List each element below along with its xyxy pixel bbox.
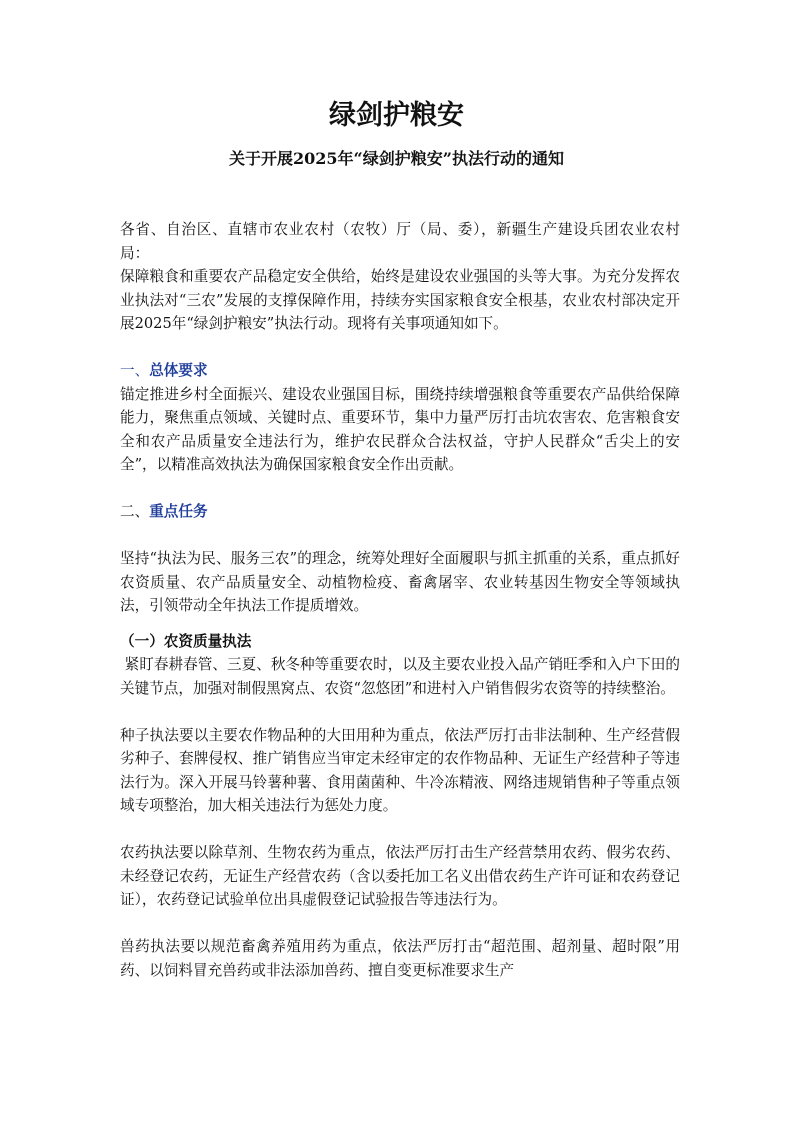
subsection-paragraph-agri-inputs: 紧盯春耕春管、三夏、秋冬种等重要农时，以及主要农业投入品产销旺季和入户下田的关键节点，加强对制假黑窝点、农资“忽悠团”和进村入户销售假劣农资等的持续整治。 [120,656,680,697]
document-body [120,218,680,982]
section-heading-general-requirements [120,359,680,383]
section-heading-text: 重点任务 [149,503,208,520]
document-title: 绿剑护粮安 [329,100,464,131]
paragraph-pesticide-enforcement: 农药执法要以除草剂、生物农药为重点，依法严厉打击生产经营禁用农药、假劣农药、未经登记农药，无证生产经营农药（含以委托加工名义出借农药生产许可证和农药登记证），农药登记试验单位出具虚假登记试验报告等违法行为。 [120,844,680,908]
section-heading-key-tasks [120,500,680,524]
section-paragraph-key-tasks: 坚持“执法为民、服务三农”的理念，统筹处理好全面履职与抓主抓重的关系，重点抓好农资质量、农产品质量安全、动植物检疫、畜禽屠宰、农业转基因生物安全等领域执法，引领带动全年执法工作提质增效。 [120,550,680,614]
paragraph-seed-enforcement: 种子执法要以主要农作物品种的大田用种为重点，依法严厉打击非法制种、生产经营假劣种子、套牌侵权、推广销售应当审定未经审定的农作物品种、无证生产经营种子等违法行为。深入开展马铃薯种薯、食用菌菌种、牛冷冻精液、网络违规销售种子等重点领域专项整治，加大相关违法行为惩处力度。 [120,726,680,814]
section-number: 一、 [120,362,150,379]
intro-paragraph: 保障粮食和重要农产品稳定安全供给，始终是建设农业强国的头等大事。为充分发挥农业执法对“三农”发展的支撑保障作用，持续夯实国家粮食安全根基，农业农村部决定开展2025年“绿剑护粮安”执法行动。现将有关事项通知如下。 [120,268,680,332]
salutation: 各省、自治区、直辖市农业农村（农牧）厅（局、委），新疆生产建设兵团农业农村局： [120,221,680,262]
section-paragraph-general-requirements: 锚定推进乡村全面振兴、建设农业强国目标，围绕持续增强粮食等重要农产品供给保障能力，聚焦重点领域、关键时点、重要环节，集中力量严厉打击坑农害农、危害粮食安全和农产品质量安全违法行为，维护农民群众合法权益，守护人民群众“舌尖上的安全”，以精准高效执法为确保国家粮食安全作出贡献。 [120,385,680,473]
subsection-heading-agri-inputs: （一）农资质量执法 [120,632,252,650]
paragraph-veterinary-enforcement: 兽药执法要以规范畜禽养殖用药为重点，依法严厉打击“超范围、超剂量、超时限”用药、以饲料冒充兽药或非法添加兽药、擅自变更标准要求生产 [120,938,680,979]
document-subtitle: 关于开展2025年“绿剑护粮安”执法行动的通知 [229,149,564,168]
section-heading-text: 总体要求 [149,362,208,379]
section-number: 二、 [120,503,150,520]
